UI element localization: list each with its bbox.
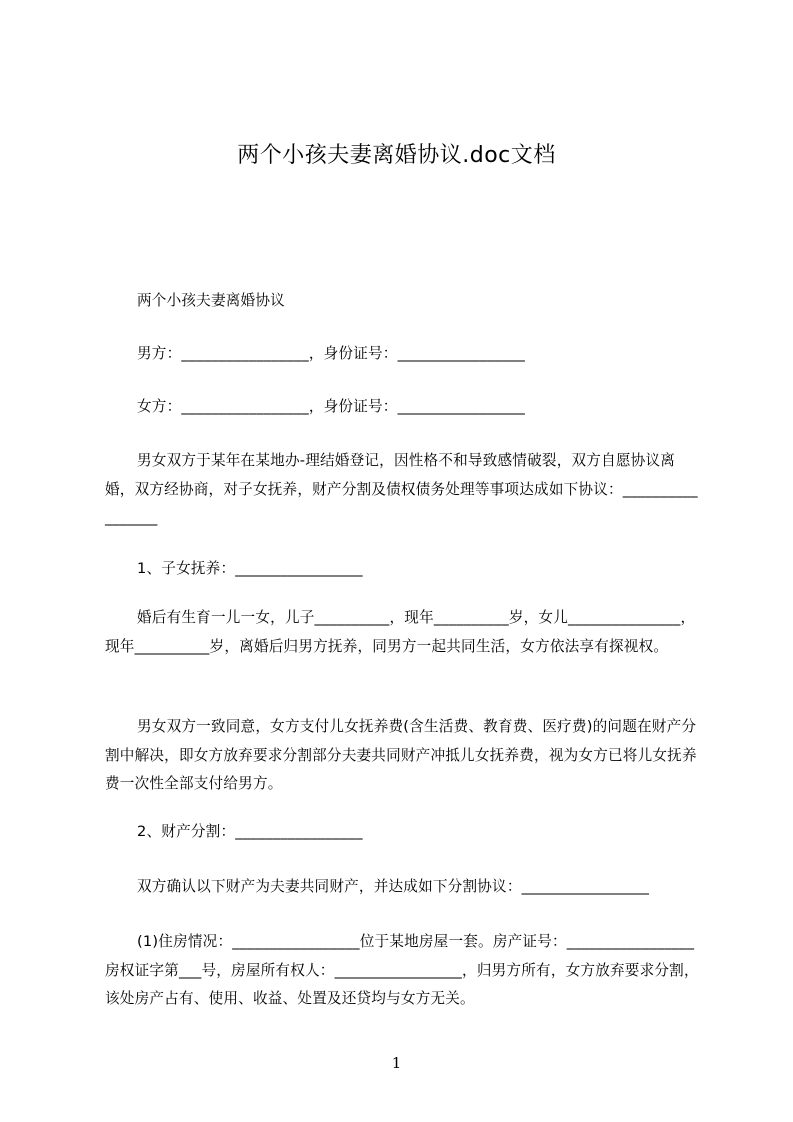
section-2-paragraph-1: 双方确认以下财产为夫妻共同财产，并达成如下分割协议：_________________ <box>137 878 650 895</box>
page-number: 1 <box>391 1054 402 1072</box>
section-2-heading: 2、财产分割：_________________ <box>137 823 363 840</box>
agreement-heading: 两个小孩夫妻离婚协议 <box>137 292 285 309</box>
document-title: 两个小孩夫妻离婚协议.doc文档 <box>237 143 556 168</box>
section-1-heading: 1、子女抚养：_________________ <box>137 560 363 577</box>
wife-line: 女方：_________________，身份证号：_________________ <box>137 398 526 415</box>
intro-paragraph: 男女双方于某年在某地办-理结婚登记，因性格不和导致感情破裂，双方自愿协议离婚，双方经协商，对子女抚养，财产分割及债权债务处理等事项达成如下协议：_________________ <box>105 452 698 526</box>
husband-line: 男方：_________________，身份证号：_________________ <box>137 345 526 362</box>
section-2-item-1: (1)住房情况：_________________位于某地房屋一套。房产证号：_________________房权证字第___号，房屋所有权人：_________________，归男方所有，女方放弃要求分割，该处房产占有、使用、收益、处置及还贷均与女方无关。 <box>105 933 699 1007</box>
section-1-paragraph-1: 婚后有生育一儿一女，儿子__________，现年__________岁，女儿_______________，现年__________岁，离婚后归男方抚养，同男方一起共同生活，女方依法享有探视权。 <box>105 609 696 655</box>
section-1-paragraph-2: 男女双方一致同意，女方支付儿女抚养费(含生活费、教育费、医疗费)的问题在财产分割中解决，即女方放弃要求分割部分夫妻共同财产冲抵儿女抚养费，视为女方已将儿女抚养费一次性全部支付给男方。 <box>105 718 697 792</box>
